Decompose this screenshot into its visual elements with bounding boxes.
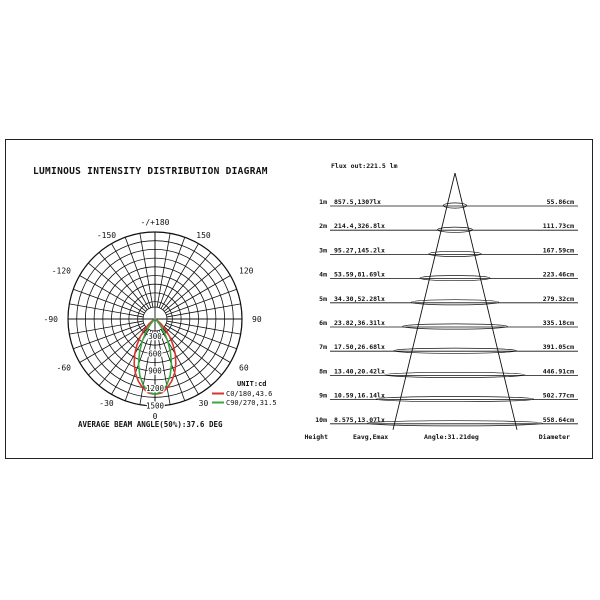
row-diameter: 446.91cm xyxy=(542,367,574,376)
angle-label: 30 xyxy=(198,399,209,408)
footer-angle: Angle:31.21deg xyxy=(424,433,479,441)
row-diameter: 558.64cm xyxy=(542,415,574,424)
row-height: 4m xyxy=(319,270,327,279)
legend-label: C0/180,43.6 xyxy=(226,390,273,398)
row-diameter: 55.86cm xyxy=(546,198,574,206)
row-diameter: 502.77cm xyxy=(542,391,574,400)
row-values: 17.50,26.68lx xyxy=(334,343,385,352)
angle-label: 0 xyxy=(152,412,158,421)
angle-label: 90 xyxy=(252,315,262,324)
row-values: 34.30,52.28lx xyxy=(334,294,385,303)
row-diameter: 111.73cm xyxy=(542,222,574,231)
angle-label: -120 xyxy=(51,266,71,276)
row-height: 2m xyxy=(319,222,327,231)
angle-label: -30 xyxy=(99,399,114,408)
angle-label: 150 xyxy=(196,231,211,240)
radial-tick-label: 900 xyxy=(148,366,162,376)
row-height: 5m xyxy=(319,294,327,303)
radial-tick-label: 600 xyxy=(148,349,162,359)
polar-title: LUMINOUS INTENSITY DISTRIBUTION DIAGRAM xyxy=(33,166,268,177)
footer-height: Height xyxy=(304,433,328,441)
angle-label: 120 xyxy=(239,266,254,276)
cone-right-edge xyxy=(455,173,517,430)
row-height: 7m xyxy=(319,343,327,352)
row-height: 6m xyxy=(319,319,327,327)
beam-angle-text: AVERAGE BEAM ANGLE(50%):37.6 DEG xyxy=(78,420,223,429)
row-values: 10.59,16.14lx xyxy=(334,391,385,400)
row-height: 8m xyxy=(319,367,327,376)
row-values: 95.27,145.2lx xyxy=(334,246,385,255)
row-height: 3m xyxy=(319,246,327,255)
angle-label: -90 xyxy=(43,315,58,324)
angle-label: 60 xyxy=(239,363,249,373)
angle-label: -150 xyxy=(96,231,117,240)
row-diameter: 391.05cm xyxy=(542,343,574,352)
row-values: 23.82,36.31lx xyxy=(334,319,385,327)
unit-label: UNIT:cd xyxy=(237,380,267,388)
light-ellipse xyxy=(429,251,481,256)
footer-values: Eavg,Emax xyxy=(353,433,389,441)
row-values: 13.40,20.42lx xyxy=(334,367,385,376)
row-height: 1m xyxy=(319,198,327,206)
row-diameter: 279.32cm xyxy=(542,294,574,303)
row-diameter: 167.59cm xyxy=(542,246,574,255)
row-values: 8.575,13.07lx xyxy=(334,415,385,424)
cone-left-edge xyxy=(393,173,455,430)
radial-tick-label: 1200 xyxy=(145,384,165,394)
row-height: 9m xyxy=(319,391,327,400)
flux-out-text: Flux out:221.5 lm xyxy=(331,162,398,170)
radial-tick-label: 300 xyxy=(148,331,162,341)
row-height: 10m xyxy=(315,415,327,424)
light-ellipse xyxy=(438,227,473,232)
row-values: 214.4,326.8lx xyxy=(334,222,385,231)
radial-tick-label: 1500 xyxy=(145,401,165,411)
angle-label: -60 xyxy=(56,363,71,373)
legend-label: C90/270,31.5 xyxy=(226,399,277,407)
row-values: 857.5,1307lx xyxy=(334,198,381,206)
row-values: 53.59,81.69lx xyxy=(334,270,385,279)
footer-diameter: Diameter xyxy=(538,433,570,441)
row-diameter: 335.18cm xyxy=(542,319,574,327)
angle-label: -/+180 xyxy=(140,218,170,227)
row-diameter: 223.46cm xyxy=(542,270,574,279)
